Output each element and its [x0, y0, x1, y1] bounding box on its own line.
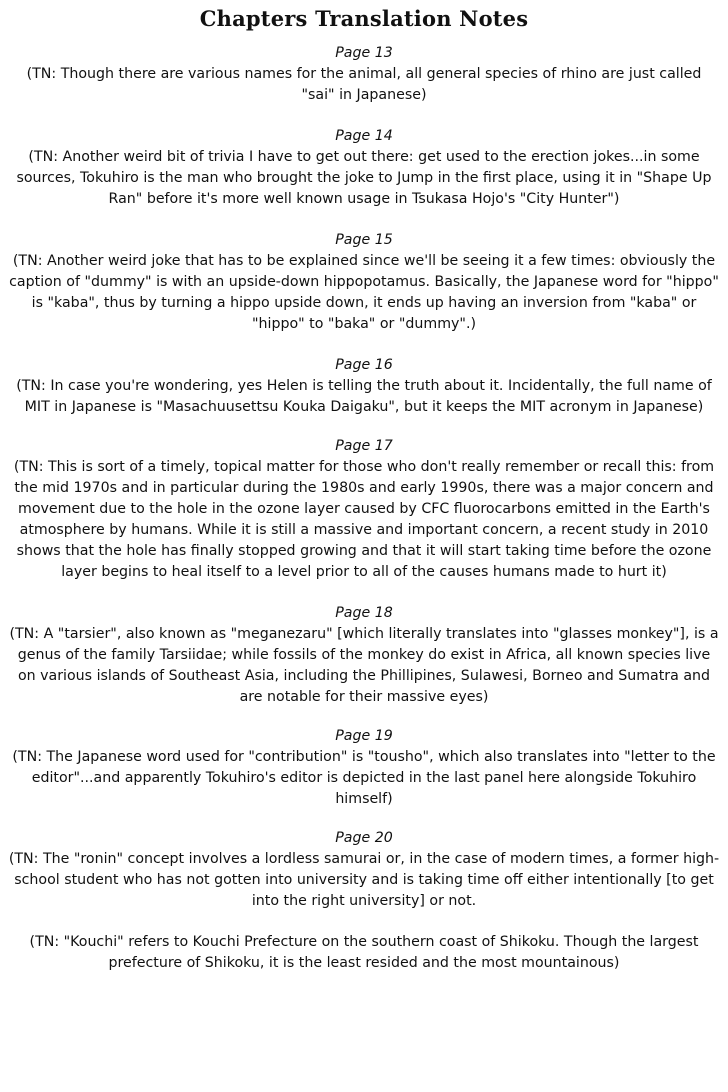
note-body: (TN: The Japanese word used for "contribution" is "tousho", which also translates into "letter to the editor"...and apparently Tokuhiro's editor is depicted in the last panel here alongside Tokuhiro himself) — [12, 749, 716, 807]
note-page-13 — [8, 43, 720, 106]
note-heading: Page 14 — [335, 128, 393, 144]
note-body: (TN: The "ronin" concept involves a lordless samurai or, in the case of modern times, a former high-school student who has not gotten into university and is taking time off either intentionally [to get into the right university] or not. — [8, 851, 720, 909]
note-heading: Page 15 — [335, 232, 393, 248]
note-body: (TN: A "tarsier", also known as "meganezaru" [which literally translates into "glasses monkey"], is a genus of the family Tarsiidae; while fossils of the monkey do exist in Africa, all known species live on various islands of Southeast Asia, including the Phillipines, Sulawesi, Borneo and Sumatra and are notable for their massive eyes) — [9, 626, 719, 705]
page-title: Chapters Translation Notes — [199, 6, 529, 31]
note-page-18 — [8, 603, 720, 708]
note-page-16 — [8, 355, 720, 418]
note-body: (TN: Another weird joke that has to be explained since we'll be seeing it a few times: obviously the caption of "dummy" is with an upside-down hippopotamus. Basically, the Japanese word for "hippo" is "kaba", thus by turning a hippo upside down, it ends up having an inversion from "kaba" or "hippo" to "baka" or "dummy".) — [9, 253, 719, 332]
note-body: (TN: In case you're wondering, yes Helen is telling the truth about it. Incidentally, the full name of MIT in Japanese is "Masachuusettsu Kouka Daigaku", but it keeps the MIT acronym in Japanese) — [16, 378, 712, 415]
note-heading: Page 16 — [335, 357, 393, 373]
note-kouchi — [8, 932, 720, 974]
note-body: (TN: Another weird bit of trivia I have to get out there: get used to the erection jokes...in some sources, Tokuhiro is the man who brought the joke to Jump in the first place, using it in "Shape Up Ran" before it's more well known usage in Tsukasa Hojo's "City Hunter") — [16, 149, 712, 207]
note-heading: Page 19 — [335, 728, 393, 744]
note-body: (TN: Though there are various names for the animal, all general species of rhino are just called "sai" in Japanese) — [26, 66, 702, 103]
note-page-17 — [8, 436, 720, 583]
note-body: (TN: This is sort of a timely, topical matter for those who don't really remember or recall this: from the mid 1970s and in particular during the 1980s and early 1990s, there was a major concern and movement due to the hole in the ozone layer caused by CFC fluorocarbons emitted in the Earth's atmosphere by humans. While it is still a massive and important concern, a recent study in 2010 shows that the hole has finally stopped growing and that it will start taking time before the ozone layer begins to heal itself to a level prior to all of the causes humans made to hurt it) — [13, 459, 715, 580]
note-page-15 — [8, 230, 720, 335]
note-heading: Page 20 — [335, 830, 393, 846]
note-body: (TN: "Kouchi" refers to Kouchi Prefecture on the southern coast of Shikoku. Though the largest prefecture of Shikoku, it is the least resided and the most mountainous) — [29, 934, 699, 971]
note-page-20 — [8, 828, 720, 912]
note-heading: Page 18 — [335, 605, 393, 621]
note-heading: Page 17 — [335, 438, 393, 454]
note-heading: Page 13 — [335, 45, 393, 61]
note-page-14 — [8, 126, 720, 210]
note-page-19 — [8, 726, 720, 810]
